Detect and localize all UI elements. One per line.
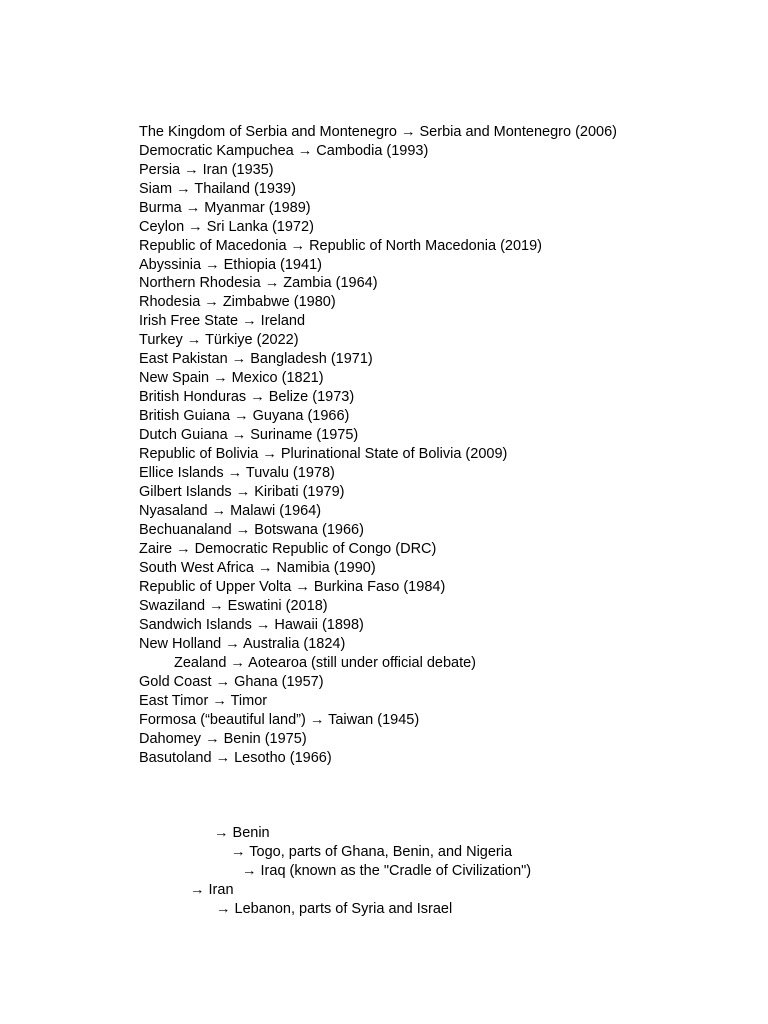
list-item: Turkey → Türkiye (2022) [139, 332, 299, 348]
list-item: Ellice Islands → Tuvalu (1978) [139, 465, 335, 481]
list-item: British Guiana → Guyana (1966) [139, 408, 350, 424]
list-item: Rhodesia → Zimbabwe (1980) [139, 294, 336, 310]
list-item: Abyssinia → Ethiopia (1941) [139, 257, 322, 273]
list-item: New Spain → Mexico (1821) [139, 370, 324, 386]
ancient-name-item: → Iran [190, 882, 234, 898]
list-item: Northern Rhodesia → Zambia (1964) [139, 275, 378, 291]
list-item: Formosa (“beautiful land”) → Taiwan (1945) [139, 712, 420, 728]
list-item: Nyasaland → Malawi (1964) [139, 503, 322, 519]
list-item: Gilbert Islands → Kiribati (1979) [139, 484, 345, 500]
list-item: British Honduras → Belize (1973) [139, 389, 355, 405]
list-item: Burma → Myanmar (1989) [139, 200, 311, 216]
list-item: Dutch Guiana → Suriname (1975) [139, 427, 359, 443]
list-item: Basutoland → Lesotho (1966) [139, 750, 332, 766]
list-item: Ceylon → Sri Lanka (1972) [139, 219, 314, 235]
list-item: Zealand → Aotearoa (still under official debate) [174, 655, 476, 671]
list-item: Sandwich Islands → Hawaii (1898) [139, 617, 364, 633]
ancient-name-item: → Iraq (known as the "Cradle of Civilization") [242, 863, 532, 879]
list-item: Irish Free State → Ireland [139, 313, 306, 329]
list-item: Republic of Macedonia → Republic of North Macedonia (2019) [139, 238, 542, 254]
ancient-name-item: → Togo, parts of Ghana, Benin, and Nigeria [231, 844, 513, 860]
list-item: New Holland → Australia (1824) [139, 636, 346, 652]
ancient-name-item: → Lebanon, parts of Syria and Israel [216, 901, 453, 917]
list-item: Dahomey → Benin (1975) [139, 731, 307, 747]
list-item: Swaziland → Eswatini (2018) [139, 598, 328, 614]
ancient-name-item: → Benin [214, 825, 270, 841]
list-item: Zaire → Democratic Republic of Congo (DRC) [139, 541, 437, 557]
list-item: Gold Coast → Ghana (1957) [139, 674, 324, 690]
list-item: Persia → Iran (1935) [139, 162, 274, 178]
list-item: Bechuanaland → Botswana (1966) [139, 522, 364, 538]
list-item: East Timor → Timor [139, 693, 268, 709]
list-item: Republic of Upper Volta → Burkina Faso (1984) [139, 579, 446, 595]
list-item: Siam → Thailand (1939) [139, 181, 296, 197]
list-item: East Pakistan → Bangladesh (1971) [139, 351, 373, 367]
list-item: Republic of Bolivia → Plurinational State of Bolivia (2009) [139, 446, 508, 462]
list-item: The Kingdom of Serbia and Montenegro → Serbia and Montenegro (2006) [139, 124, 617, 140]
list-item: South West Africa → Namibia (1990) [139, 560, 376, 576]
list-item: Democratic Kampuchea → Cambodia (1993) [139, 143, 429, 159]
